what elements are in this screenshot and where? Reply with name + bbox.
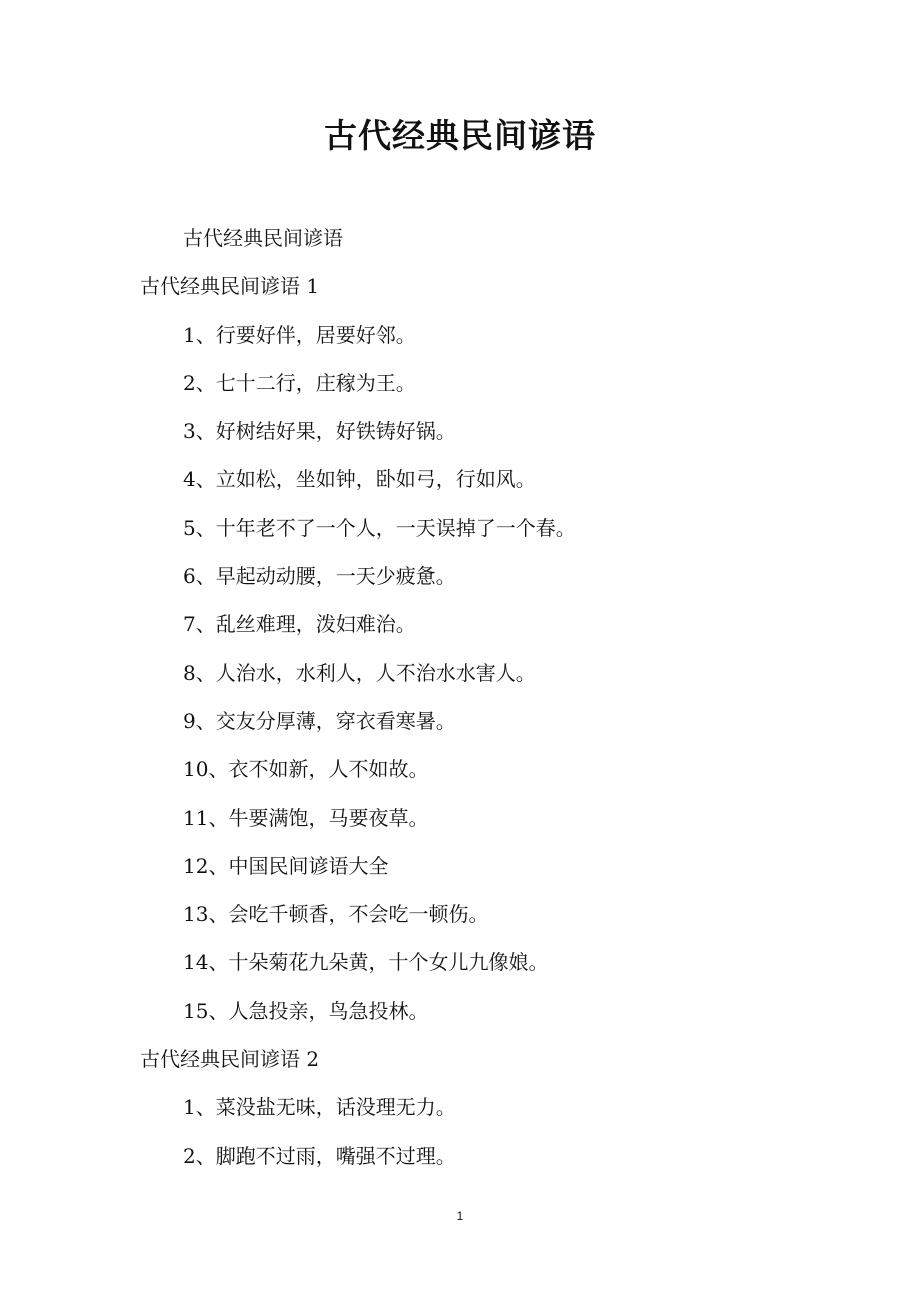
document-title: 古代经典民间谚语 — [324, 116, 596, 155]
proverb-item: 9、交友分厚薄，穿衣看寒暑。 — [183, 708, 456, 733]
section-heading-1: 古代经典民间谚语 1 — [140, 274, 320, 299]
proverb-item: 6、早起动动腰，一天少疲惫。 — [183, 564, 456, 589]
proverb-item: 4、立如松，坐如钟，卧如弓，行如风。 — [183, 467, 536, 492]
proverb-item: 3、好树结好果，好铁铸好锅。 — [183, 419, 456, 444]
proverb-item: 7、乱丝难理，泼妇难治。 — [183, 612, 416, 637]
section-heading-2: 古代经典民间谚语 2 — [140, 1047, 320, 1072]
document-body — [140, 214, 840, 1180]
proverb-item: 13、会吃千顿香，不会吃一顿伤。 — [183, 902, 489, 927]
proverb-item: 1、行要好伴，居要好邻。 — [183, 322, 416, 347]
intro-line: 古代经典民间谚语 — [183, 226, 343, 250]
proverb-item: 14、十朵菊花九朵黄，十个女儿九像娘。 — [183, 950, 549, 975]
proverb-item: 1、菜没盐无味，话没理无力。 — [183, 1095, 456, 1120]
page-number: 1 — [456, 1209, 464, 1223]
proverb-item: 11、牛要满饱，马要夜草。 — [183, 805, 429, 830]
proverb-item: 15、人急投亲，鸟急投林。 — [183, 998, 429, 1023]
proverb-item: 12、中国民间谚语大全 — [183, 853, 389, 878]
proverb-item: 5、十年老不了一个人，一天误掉了一个春。 — [183, 515, 576, 540]
proverb-item: 8、人治水，水利人，人不治水水害人。 — [183, 660, 536, 685]
proverb-item: 2、脚跑不过雨，嘴强不过理。 — [183, 1143, 456, 1168]
proverb-item: 2、七十二行，庄稼为王。 — [183, 370, 416, 395]
proverb-item: 10、衣不如新，人不如故。 — [183, 757, 429, 782]
